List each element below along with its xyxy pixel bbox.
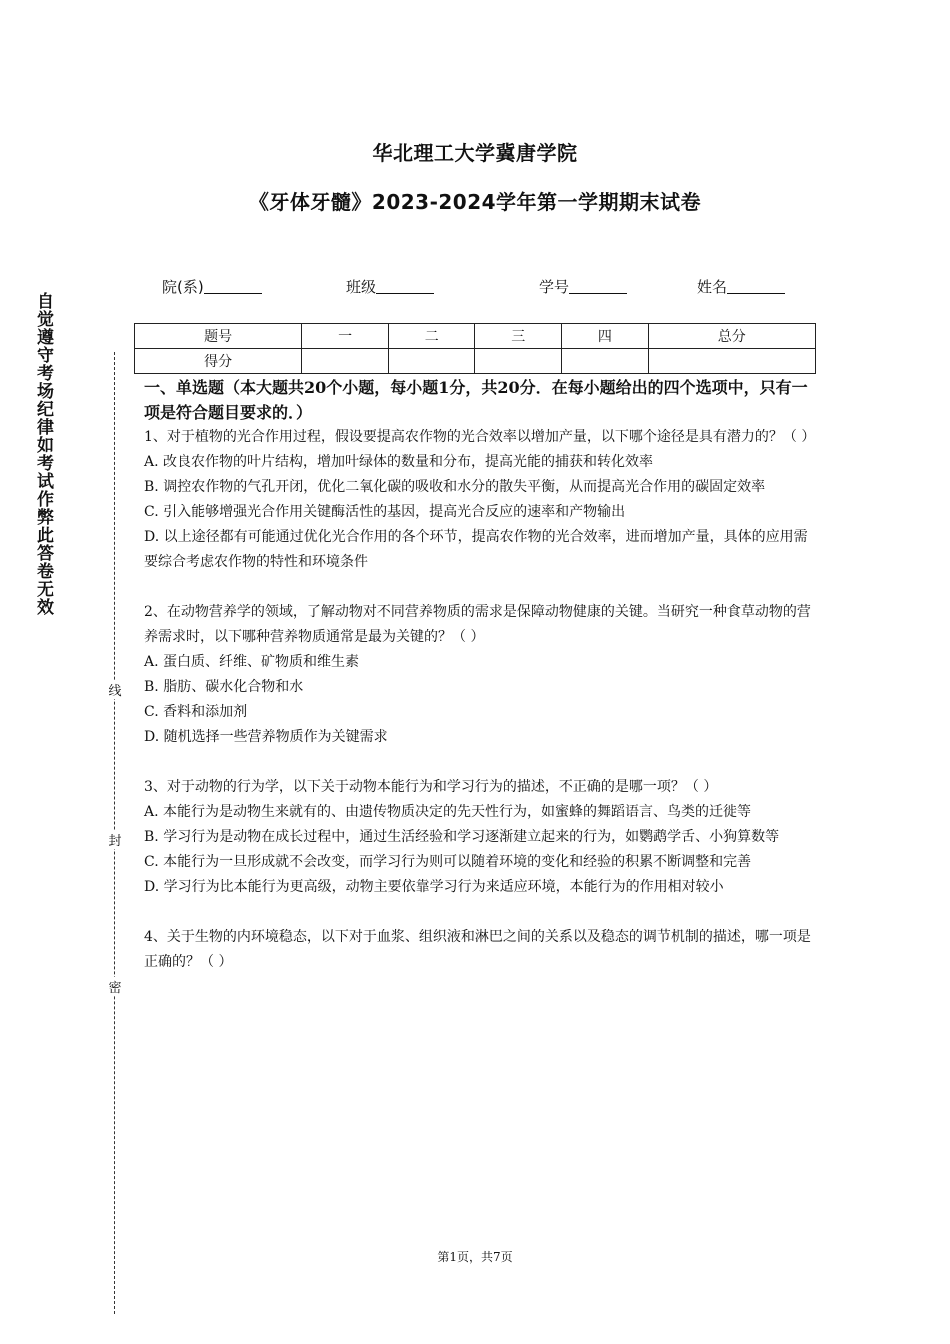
- score-entry-cell: [388, 349, 475, 374]
- question-stem: 1、对于植物的光合作用过程，假设要提高农作物的光合效率以增加产量，以下哪个途径是具有潜力的？（ ）: [144, 429, 816, 445]
- option-b: B. 脂肪、碳水化合物和水: [144, 679, 304, 695]
- name-field: [697, 276, 785, 297]
- spacer: [144, 575, 816, 600]
- score-table-header-row: [135, 324, 816, 349]
- department-label: 院(系): [162, 278, 204, 296]
- department-field: [162, 276, 262, 297]
- question-3: [144, 775, 816, 900]
- exam-content: [144, 375, 816, 975]
- score-entry-cell: [302, 349, 389, 374]
- option-c: C. 本能行为一旦形成就不会改变，而学习行为则可以随着环境的变化和经验的积累不断调整和完善: [144, 854, 752, 870]
- score-table-score-row: [135, 349, 816, 374]
- binding-mark-close: 密: [106, 977, 124, 996]
- question-stem: 2、在动物营养学的领域，了解动物对不同营养物质的需求是保障动物健康的关键。当研究一种食草动物的营养需求时，以下哪种营养物质通常是最为关键的？（ ）: [144, 604, 811, 645]
- question-2: [144, 600, 816, 750]
- score-table-cell: 二: [388, 324, 475, 349]
- class-label: 班级: [346, 278, 377, 296]
- score-entry-cell: [562, 349, 649, 374]
- option-b: B. 学习行为是动物在成长过程中，通过生活经验和学习逐渐建立起来的行为，如鹦鹉学舌、小狗算数等: [144, 829, 780, 845]
- student-id-label: 学号: [539, 278, 570, 296]
- class-field: [346, 276, 434, 297]
- option-d: D. 学习行为比本能行为更高级，动物主要依靠学习行为来适应环境，本能行为的作用相对较小: [144, 879, 724, 895]
- exam-title: 《牙体牙髓》2023-2024学年第一学期期末试卷: [248, 190, 702, 214]
- student-id-field: [539, 276, 627, 297]
- score-entry-cell: [475, 349, 562, 374]
- student-id-blank: [569, 278, 627, 294]
- option-c: C. 香料和添加剂: [144, 704, 248, 720]
- score-table-cell: 得分: [135, 349, 302, 374]
- score-table-cell: 总分: [648, 324, 815, 349]
- option-c: C. 引入能够增强光合作用关键酶活性的基因，提高光合反应的速率和产物输出: [144, 504, 626, 520]
- option-a: A. 蛋白质、纤维、矿物质和维生素: [144, 654, 360, 670]
- school-name: 华北理工大学冀唐学院: [372, 141, 578, 165]
- score-table: [134, 323, 816, 374]
- binding-mark-seal: 封: [106, 830, 124, 849]
- name-label: 姓名: [697, 278, 728, 296]
- question-stem: 3、对于动物的行为学，以下关于动物本能行为和学习行为的描述，不正确的是哪一项？（ ）: [144, 779, 718, 795]
- score-table-cell: 题号: [135, 324, 302, 349]
- option-a: A. 改良农作物的叶片结构，增加叶绿体的数量和分布，提高光能的捕获和转化效率: [144, 454, 654, 470]
- spacer: [144, 750, 816, 775]
- option-d: D. 以上途径都有可能通过优化光合作用的各个环节，提高农作物的光合效率，进而增加产量，具体的应用需要综合考虑农作物的特性和环境条件: [144, 529, 808, 570]
- section-heading: 一、单选题（本大题共20个小题，每小题1分，共20分．在每小题给出的四个选项中，只有一项是符合题目要求的．）: [144, 378, 808, 422]
- name-blank: [727, 278, 785, 294]
- question-1: [144, 425, 816, 575]
- question-stem: 4、关于生物的内环境稳态，以下对于血浆、组织液和淋巴之间的关系以及稳态的调节机制的描述，哪一项是正确的？（ ）: [144, 929, 811, 970]
- score-table-cell: 一: [302, 324, 389, 349]
- department-blank: [204, 278, 262, 294]
- score-entry-cell: [648, 349, 815, 374]
- option-b: B. 调控农作物的气孔开闭，优化二氧化碳的吸收和水分的散失平衡，从而提高光合作用的碳固定效率: [144, 479, 766, 495]
- spacer: [144, 900, 816, 925]
- binding-mark-line: 线: [106, 680, 124, 699]
- question-4: [144, 925, 816, 975]
- option-a: A. 本能行为是动物生来就有的、由遗传物质决定的先天性行为，如蜜蜂的舞蹈语言、鸟类的迁徙等: [144, 804, 752, 820]
- score-table-cell: 四: [562, 324, 649, 349]
- page-number: 第1页，共7页: [437, 1250, 513, 1264]
- class-blank: [376, 278, 434, 294]
- score-table-cell: 三: [475, 324, 562, 349]
- exam-discipline-notice: 自觉遵守考场纪律如考试作弊此答卷无效: [33, 292, 53, 616]
- option-d: D. 随机选择一些营养物质作为关键需求: [144, 729, 388, 745]
